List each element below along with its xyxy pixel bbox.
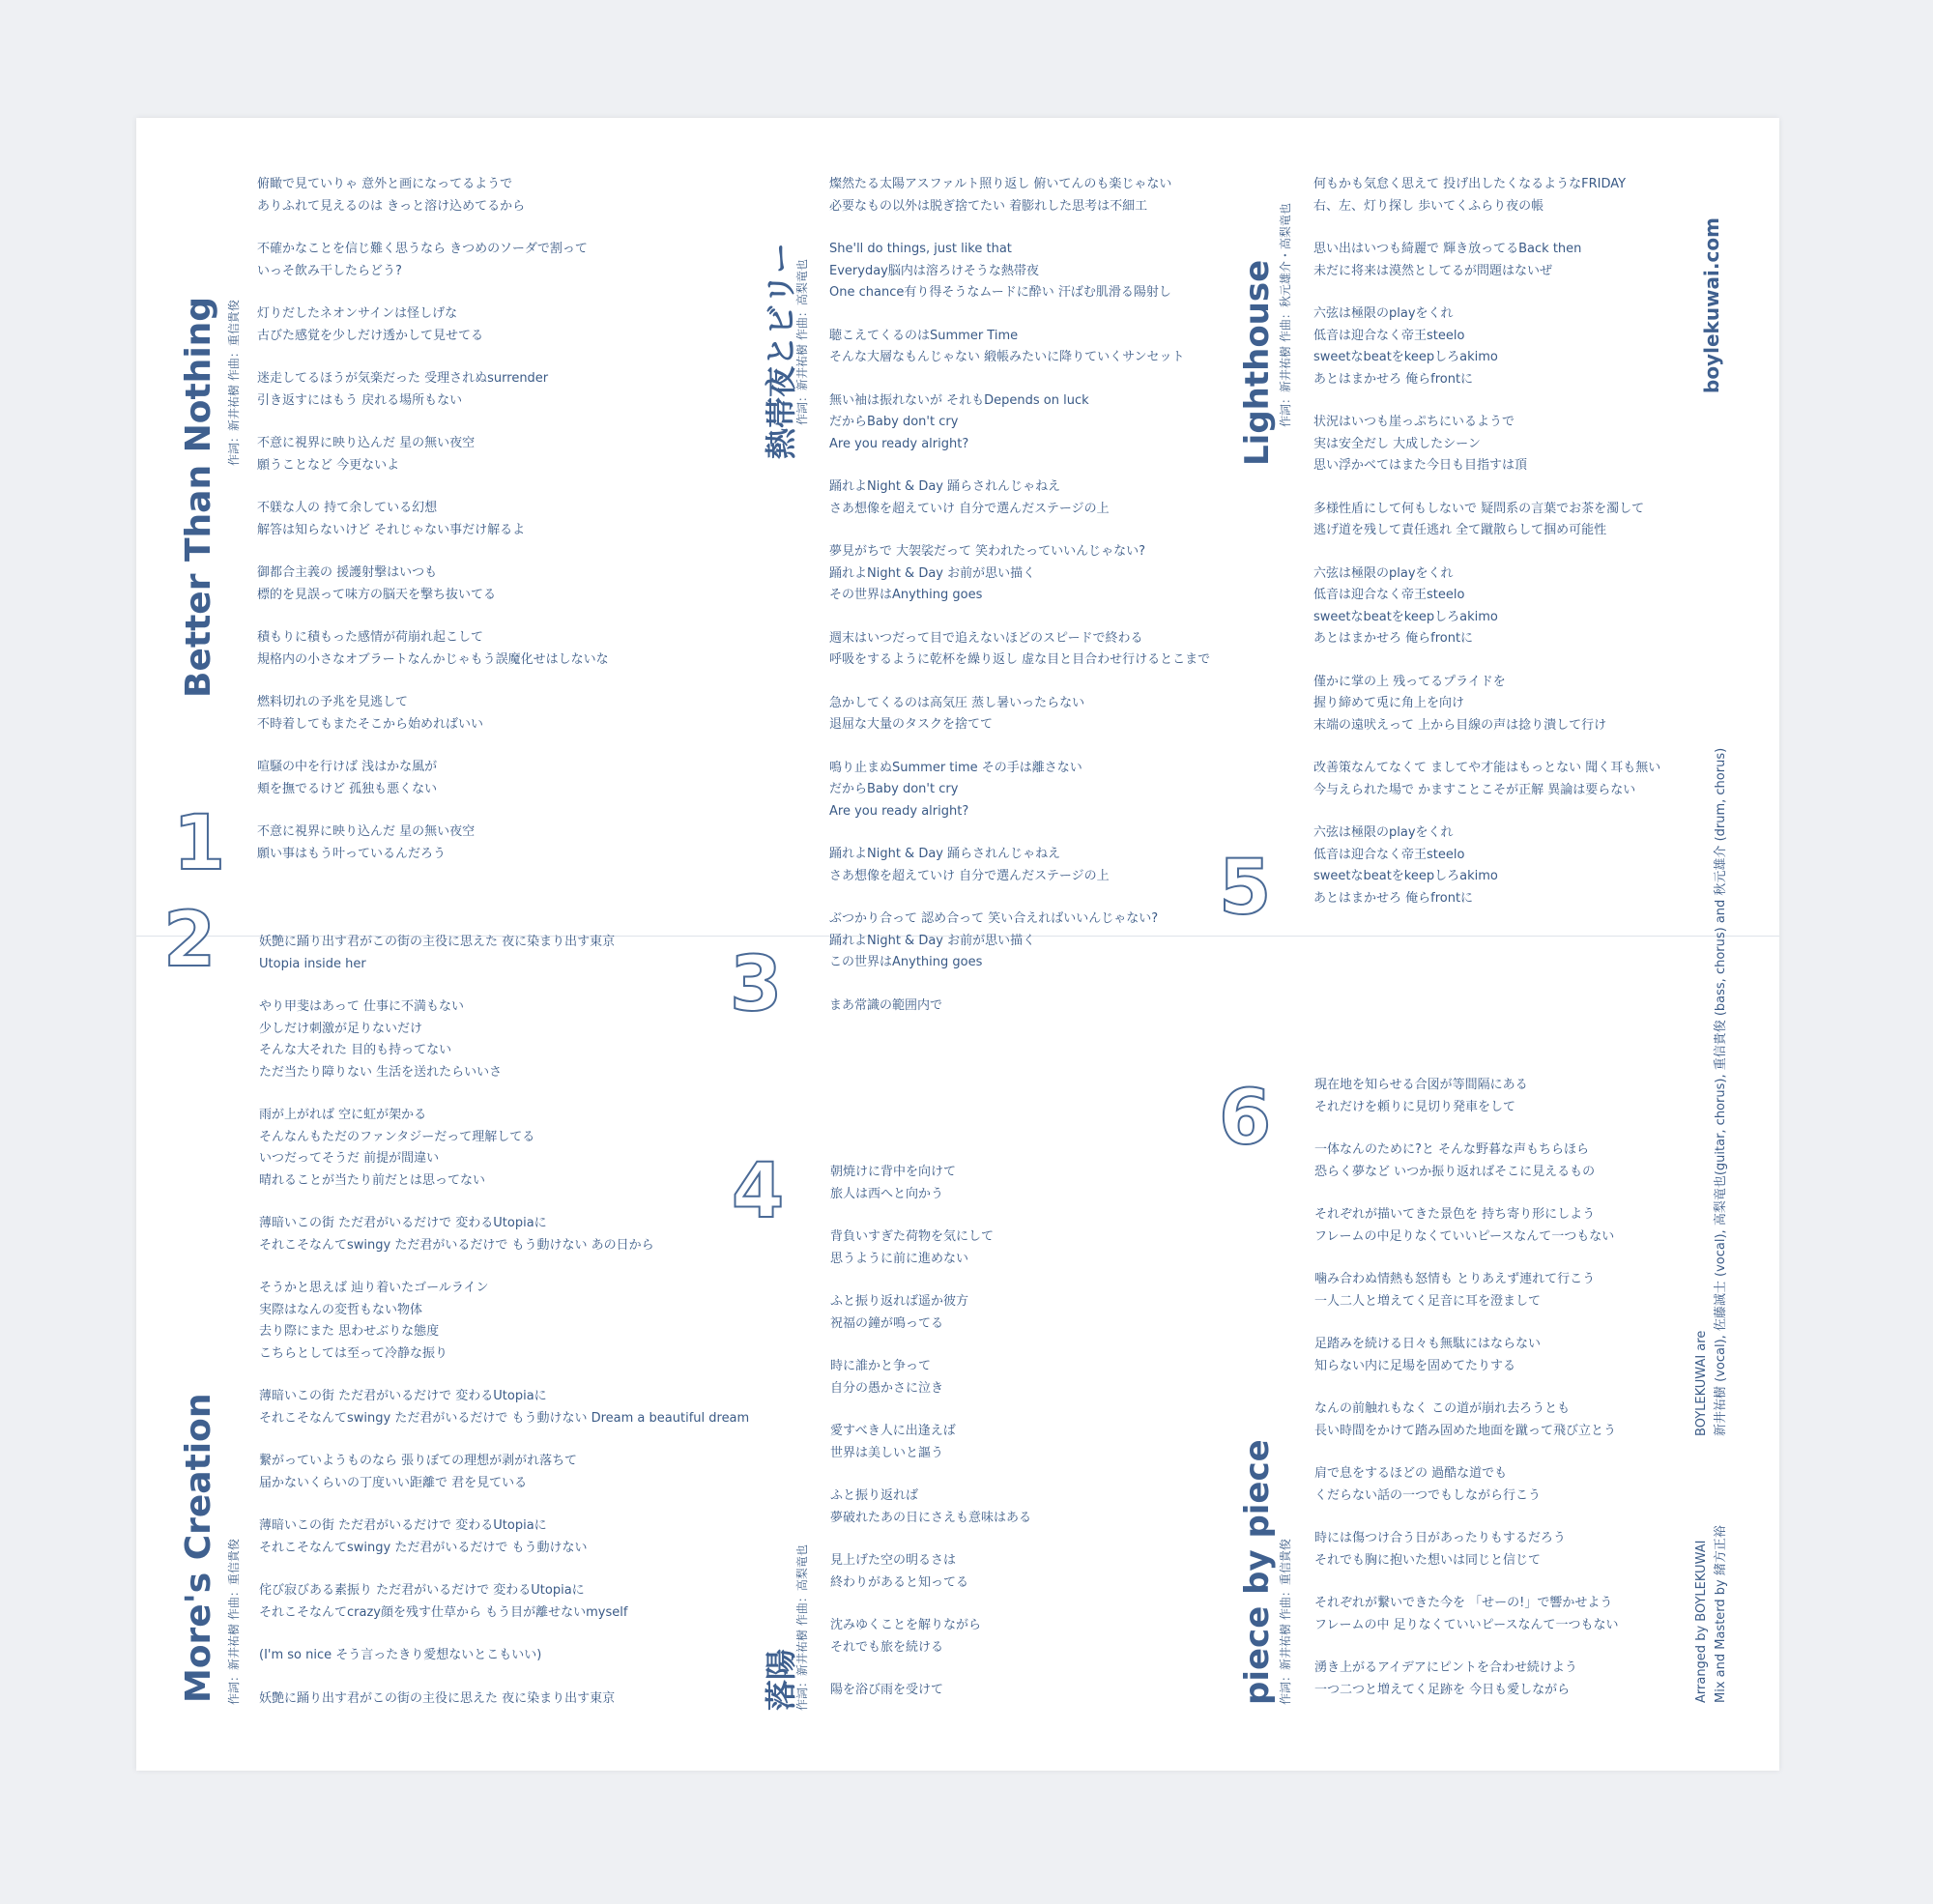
lyric-line: 終わりがあると知ってる bbox=[830, 1574, 969, 1590]
lyric-line: 足踏みを続ける日々も無駄にはならない bbox=[1314, 1337, 1542, 1351]
lyric-line: 陽を浴び雨を受けて bbox=[830, 1683, 944, 1697]
lyric-stanza bbox=[1313, 174, 1660, 217]
lyric-line: 長い時間をかけて踏み固めた地面を蹴って飛び立とう bbox=[1314, 1423, 1617, 1438]
lyric-stanza bbox=[259, 1688, 749, 1711]
lyric-stanza bbox=[257, 692, 609, 736]
lyric-line: sweetなbeatをkeepしろakimo bbox=[1313, 609, 1498, 624]
lyric-line: 晴れることが当たり前だとは思ってない bbox=[259, 1172, 486, 1188]
lyric-stanza bbox=[1314, 1140, 1618, 1183]
lyric-stanza bbox=[829, 390, 1210, 456]
lyric-line: 妖艶に踊り出す君がこの街の主役に思えた 夜に染まり出す東京 bbox=[259, 1690, 616, 1706]
lyric-stanza bbox=[259, 1515, 749, 1559]
production-credit bbox=[1692, 1525, 1731, 1703]
lyric-line: 呼吸をするように乾杯を繰り返し 虚な目と目合わせ行けるとこまで bbox=[829, 652, 1211, 667]
song-credit: 作詞：新井祐樹 作曲：秋元雄介・高梨竜也 bbox=[1279, 203, 1292, 427]
lyric-line: 思うように前に進めない bbox=[830, 1251, 969, 1266]
lyrics-sheet bbox=[136, 118, 1779, 1771]
lyric-line: 逃げ道を残して責任逃れ 全て蹴散らして掴め可能性 bbox=[1313, 523, 1607, 537]
lyric-line: その世界はAnything goes bbox=[829, 588, 983, 602]
lyric-stanza bbox=[1314, 1334, 1618, 1377]
song-number: 4 bbox=[732, 1148, 785, 1235]
lyric-line: 踊れよNight & Day 踊らされんじゃねえ bbox=[829, 479, 1061, 494]
lyric-line: 侘び寂びある素振り ただ君がいるだけで 変わるUtopiaに bbox=[259, 1583, 585, 1598]
lyric-stanza bbox=[1314, 1269, 1618, 1313]
lyric-line: sweetなbeatをkeepしろakimo bbox=[1313, 350, 1498, 364]
lyric-line: 末端の遠吠えって 上から目線の声は捻り潰して行け bbox=[1313, 717, 1607, 733]
lyric-stanza bbox=[257, 433, 609, 476]
lyric-stanza bbox=[1314, 1528, 1618, 1572]
song-lyrics bbox=[1313, 174, 1660, 931]
lyric-stanza bbox=[1314, 1593, 1618, 1636]
lyric-line: 低音は迎合なく帝王steelo bbox=[1313, 847, 1465, 862]
lyric-line: 願うことなど 今更ないよ bbox=[257, 457, 400, 473]
lyric-line: ありふれて見えるのは きっと溶け込めてるから bbox=[257, 198, 526, 214]
lyric-line: 多様性盾にして何もしないで 疑問系の言葉でお茶を濁して bbox=[1313, 501, 1645, 516]
lyric-line: そんな大それた 目的も持ってない bbox=[259, 1043, 452, 1057]
lyric-line: 背負いすぎた荷物を気にして bbox=[830, 1229, 995, 1244]
lyric-line: 鳴り止まぬSummer time その手は離さない bbox=[829, 760, 1082, 775]
lyric-line: ただ当たり障りない 生活を送れたらいいさ bbox=[259, 1064, 503, 1080]
lyric-line: 未だに将来は漠然としてるが問題はないぜ bbox=[1313, 263, 1553, 278]
lyric-line: 燃料切れの予兆を見逃して bbox=[257, 695, 409, 709]
lyric-stanza bbox=[259, 996, 749, 1083]
lyric-line: 聴こえてくるのはSummer Time bbox=[829, 328, 1019, 343]
lyric-line: 一体なんのために?と そんな野暮な声もちらほら bbox=[1314, 1142, 1590, 1157]
lyric-line: そうかと思えば 辿り着いたゴールライン bbox=[259, 1281, 489, 1295]
lyric-line: 時には傷つけ合う日があったりもするだろう bbox=[1314, 1531, 1566, 1545]
lyric-line: 不意に視界に映り込んだ 星の無い夜空 bbox=[257, 436, 476, 450]
lyric-line: 週末はいつだって目で追えないほどのスピードで終わる bbox=[829, 630, 1143, 646]
lyric-line: 沈みゆくことを解りながら bbox=[830, 1618, 982, 1632]
lyric-line: まあ常識の範囲内で bbox=[829, 997, 943, 1013]
song-credit: 作詞：新井祐樹 作曲：重信貴俊 bbox=[227, 300, 241, 466]
lyric-line: さあ想像を超えていけ 自分で選んだステージの上 bbox=[829, 868, 1110, 883]
lyric-line: 改善策なんてなくて ましてや才能はもっとない 聞く耳も無い bbox=[1313, 761, 1661, 775]
lyric-line: 古びた感覚を少しだけ透かして見せてる bbox=[257, 328, 484, 343]
lyric-stanza bbox=[830, 1615, 1031, 1659]
song-credit: 作詞：新井祐樹 作曲：高梨竜也 bbox=[795, 259, 809, 425]
lyric-line: One chance有り得そうなムードに酔い 汗ばむ肌滑る陽射し bbox=[829, 285, 1171, 300]
lyric-line: くだらない話の一つでもしながら行こう bbox=[1314, 1487, 1542, 1503]
lyric-stanza bbox=[1313, 672, 1660, 737]
lyric-stanza bbox=[829, 628, 1210, 672]
lyric-line: あとはまかせろ 俺らfrontに bbox=[1313, 890, 1474, 906]
lyric-line: 一つ二つと増えてく足跡を 今日も愛しながら bbox=[1314, 1682, 1571, 1697]
lyric-line: 僅かに掌の上 残ってるプライドを bbox=[1313, 674, 1506, 689]
lyric-line: 無い袖は振れないが それもDepends on luck bbox=[829, 392, 1089, 408]
lyric-line: 御都合主義の 援護射撃はいつも bbox=[257, 565, 438, 580]
lyric-stanza bbox=[829, 174, 1210, 217]
lyric-stanza bbox=[830, 1680, 1031, 1702]
song-number: 6 bbox=[1219, 1075, 1272, 1162]
lyric-line: 時に誰かと争って bbox=[830, 1359, 932, 1373]
lyric-line: 急かしてくるのは高気圧 蒸し暑いったらない bbox=[829, 695, 1085, 710]
lyric-stanza bbox=[1313, 412, 1660, 477]
lyric-line: 願い事はもう叶っているんだろう bbox=[257, 846, 447, 861]
lyric-line: Are you ready alright? bbox=[829, 436, 969, 451]
lyric-line: 恐らく夢など いつか振り返ればそこに見えるもの bbox=[1314, 1164, 1596, 1179]
lyric-line: あとはまかせろ 俺らfrontに bbox=[1313, 631, 1474, 646]
lyric-line: 低音は迎合なく帝王steelo bbox=[1313, 588, 1465, 602]
lyric-line: 踊れよNight & Day お前が思い描く bbox=[829, 933, 1036, 948]
lyric-line: いっそ飲み干したらどう? bbox=[257, 263, 402, 278]
lyric-line: 頬を撫でるけど 孤独も悪くない bbox=[257, 781, 438, 796]
lyric-stanza bbox=[830, 1356, 1031, 1399]
lyric-stanza bbox=[829, 326, 1210, 369]
lyric-stanza bbox=[1313, 563, 1660, 650]
song-number: 5 bbox=[1219, 845, 1272, 932]
lyric-stanza bbox=[830, 1291, 1031, 1335]
lyric-line: だからBaby don't cry bbox=[829, 415, 959, 429]
lyric-line: 今与えられた場で かますことこそが正解 異論は要らない bbox=[1313, 782, 1636, 797]
lyric-line: 灯りだしたネオンサインは怪しげな bbox=[257, 306, 458, 321]
lyric-line: 不時着してもまたそこから始めればいい bbox=[257, 716, 484, 732]
lyric-line: なんの前触れもなく この道が崩れ去ろうとも bbox=[1314, 1401, 1571, 1416]
song-lyrics bbox=[1314, 1075, 1618, 1722]
lyric-line: 不意に視界に映り込んだ 星の無い夜空 bbox=[257, 824, 476, 839]
lyric-stanza bbox=[259, 1386, 749, 1429]
lyric-stanza bbox=[829, 693, 1210, 736]
lyric-stanza bbox=[1314, 1658, 1618, 1701]
lyric-line: 喧騒の中を行けば 浅はかな風が bbox=[257, 760, 438, 774]
lyric-line: それこそなんてcrazy顔を残す仕草から もう目が離せないmyself bbox=[259, 1604, 628, 1620]
lyric-stanza bbox=[257, 822, 609, 865]
lyric-stanza bbox=[257, 368, 609, 412]
lyric-line: 積もりに積もった感情が荷崩れ起こして bbox=[257, 630, 484, 645]
lyric-line: ふと振り返れば遥か彼方 bbox=[830, 1294, 969, 1309]
lyric-stanza bbox=[830, 1226, 1031, 1270]
lyric-line: 実際はなんの変哲もない物体 bbox=[259, 1302, 423, 1317]
lyric-line: 見上げた空の明るさは bbox=[830, 1553, 957, 1568]
lyric-line: それでも旅を続ける bbox=[830, 1639, 944, 1655]
lyric-stanza bbox=[829, 995, 1210, 1018]
lyric-stanza bbox=[257, 174, 609, 217]
lyric-stanza bbox=[257, 563, 609, 606]
lyric-line: 思い浮かべてはまた今日も目指すは頂 bbox=[1313, 458, 1528, 473]
lyric-line: 六弦は極限のplayをくれ bbox=[1313, 306, 1454, 321]
song-credit: 作詞：新井祐樹 作曲：重信貴俊 bbox=[1279, 1539, 1292, 1705]
song-credit: 作詞：新井祐樹 作曲：高梨竜也 bbox=[795, 1544, 809, 1711]
lyric-stanza bbox=[1313, 499, 1660, 542]
lyric-line: She'll do things, just like that bbox=[829, 242, 1012, 256]
lyric-stanza bbox=[259, 932, 749, 975]
lyric-line: 届かないくらいの丁度いい距離で 君を見ている bbox=[259, 1475, 528, 1490]
members-list: 新井祐樹 (vocal), 佐藤誠士 (vocal), 高梨竜也(guitar, chorus), 重信貴俊 (bass, chorus) and 秋元雄介 (drum, chorus) bbox=[1714, 747, 1728, 1436]
lyric-line: 少しだけ刺激が足りないだけ bbox=[259, 1021, 423, 1036]
lyric-line: 薄暗いこの街 ただ君がいるだけで 変わるUtopiaに bbox=[259, 1216, 547, 1230]
lyric-line: だからBaby don't cry bbox=[829, 782, 959, 796]
lyric-stanza bbox=[259, 1645, 749, 1667]
lyric-line: 燦然たる太陽アスファルト照り返し 俯いてんのも楽じゃない bbox=[829, 177, 1172, 191]
lyric-line: ふと振り返れば bbox=[830, 1488, 919, 1503]
lyric-line: 現在地を知らせる合図が等間隔にある bbox=[1314, 1078, 1528, 1092]
lyric-line: 不確かなことを信じ難く思うなら きつめのソーダで割って bbox=[257, 242, 588, 256]
lyric-line: 実は安全だし 大成したシーン bbox=[1313, 436, 1481, 451]
lyric-line: 思い出はいつも綺麗で 輝き放ってるBack then bbox=[1313, 242, 1582, 256]
lyric-line: それだけを頼りに見切り発車をして bbox=[1314, 1099, 1516, 1114]
lyric-stanza bbox=[829, 909, 1210, 974]
lyric-stanza bbox=[830, 1162, 1031, 1205]
lyric-stanza bbox=[257, 498, 609, 541]
lyric-line: 六弦は極限のplayをくれ bbox=[1313, 565, 1454, 581]
lyric-line: 噛み合わぬ情熱も怒情も とりあえず連れて行こう bbox=[1314, 1272, 1596, 1286]
mix-master-by: Mix and Masterd by 緒方正裕 bbox=[1714, 1525, 1728, 1703]
lyric-line: フレームの中足りなくていいピースなんて一つもない bbox=[1314, 1228, 1615, 1244]
lyric-line: それぞれが繋いできた今を 「せーの!」で響かせよう bbox=[1314, 1596, 1613, 1610]
lyric-stanza bbox=[257, 627, 609, 671]
lyric-stanza bbox=[1313, 758, 1660, 801]
song-title: piece by piece bbox=[1238, 1439, 1277, 1705]
lyric-line: 雨が上がれば 空に虹が架かる bbox=[259, 1108, 427, 1122]
lyric-line: 夢見がちで 大袈裟だって 笑われたっていいんじゃない? bbox=[829, 544, 1146, 559]
lyric-line: 引き返すにはもう 戻れる場所もない bbox=[257, 392, 463, 408]
song-lyrics bbox=[257, 174, 609, 886]
lyric-stanza bbox=[829, 844, 1210, 887]
lyric-line: 解答は知らないけど それじゃない事だけ解るよ bbox=[257, 522, 526, 537]
lyric-line: 俯瞰で見ていりゃ 意外と画になってるようで bbox=[257, 177, 513, 191]
members-credit bbox=[1692, 748, 1731, 1436]
lyric-stanza bbox=[1313, 303, 1660, 390]
lyric-line: 旅人は西へと向かう bbox=[830, 1186, 944, 1201]
lyric-line: 朝焼けに背中を向けて bbox=[830, 1165, 957, 1179]
lyric-line: ぶつかり合って 認め合って 笑い合えればいいんじゃない? bbox=[829, 911, 1159, 926]
lyric-line: 去り際にまた 思わせぶりな態度 bbox=[259, 1324, 440, 1339]
lyric-stanza bbox=[259, 1580, 749, 1624]
lyric-line: 繋がっていようものなら 張りぼての理想が剥がれ落ちて bbox=[259, 1454, 578, 1468]
lyric-line: 右、左、灯り探し 歩いてくふらり夜の帳 bbox=[1313, 198, 1544, 214]
lyric-line: 知らない内に足場を固めてたりする bbox=[1314, 1358, 1516, 1373]
lyric-stanza bbox=[259, 1278, 749, 1365]
lyric-line: sweetなbeatをkeepしろakimo bbox=[1313, 869, 1498, 883]
lyric-line: フレームの中 足りなくていいピースなんて一つもない bbox=[1314, 1617, 1619, 1632]
lyric-line: いつだってそうだ 前提が間違い bbox=[259, 1151, 440, 1166]
members-heading: BOYLEKUWAI are bbox=[1694, 1330, 1709, 1436]
lyric-line: 握り締めて兎に角上を向け bbox=[1313, 696, 1465, 710]
lyric-line: それこそなんてswingy ただ君がいるだけで もう動けない bbox=[259, 1540, 588, 1555]
lyric-stanza bbox=[257, 239, 609, 282]
lyric-stanza bbox=[829, 758, 1210, 823]
lyric-line: Everyday脳内は溶ろけそうな熱帯夜 bbox=[829, 263, 1039, 278]
lyric-line: 薄暗いこの街 ただ君がいるだけで 変わるUtopiaに bbox=[259, 1389, 547, 1403]
lyric-stanza bbox=[830, 1550, 1031, 1594]
lyric-stanza bbox=[1313, 239, 1660, 282]
lyric-stanza bbox=[830, 1421, 1031, 1464]
lyric-line: さあ想像を超えていけ 自分で選んだステージの上 bbox=[829, 501, 1110, 516]
lyric-stanza bbox=[259, 1105, 749, 1192]
lyric-stanza bbox=[830, 1486, 1031, 1529]
lyric-line: 低音は迎合なく帝王steelo bbox=[1313, 328, 1465, 343]
lyric-line: 夢破れたあの日にさえも意味はある bbox=[830, 1510, 1032, 1525]
lyric-line: 祝福の鐘が鳴ってる bbox=[830, 1315, 944, 1331]
song-lyrics bbox=[259, 932, 749, 1731]
lyric-line: 状況はいつも崖っぷちにいるようで bbox=[1313, 415, 1515, 429]
lyric-line: 迷走してるほうが気楽だった 受理されぬsurrender bbox=[257, 371, 549, 386]
lyric-line: 自分の愚かさに泣き bbox=[830, 1380, 944, 1396]
website-url: boylekuwai.com bbox=[1700, 217, 1723, 393]
lyric-stanza bbox=[1314, 1204, 1618, 1248]
lyric-stanza bbox=[259, 1213, 749, 1256]
song-title: Better Than Nothing bbox=[179, 296, 218, 698]
lyric-line: そんな大層なもんじゃない 緞帳みたいに降りていくサンセット bbox=[829, 350, 1185, 364]
lyric-line: 一人二人と増えてく足音に耳を澄まして bbox=[1314, 1293, 1542, 1309]
lyric-line: 妖艶に踊り出す君がこの街の主役に思えた 夜に染まり出す東京 bbox=[259, 935, 616, 949]
lyric-stanza bbox=[257, 757, 609, 800]
lyric-line: 退屈な大量のタスクを捨てて bbox=[829, 717, 994, 732]
lyric-line: この世界はAnything goes bbox=[829, 955, 983, 969]
song-credit: 作詞：新井祐樹 作曲：重信貴俊 bbox=[227, 1539, 241, 1705]
lyric-line: それでも胸に抱いた想いは同じと信じて bbox=[1314, 1552, 1542, 1568]
lyric-line: 必要なもの以外は脱ぎ捨てたい 着膨れした思考は不細工 bbox=[829, 198, 1148, 214]
lyric-line: (I'm so nice そう言ったきり愛想ないとこもいい) bbox=[259, 1648, 542, 1662]
lyric-line: 湧き上がるアイデアにピントを合わせ続けよう bbox=[1314, 1660, 1577, 1675]
lyric-stanza bbox=[829, 239, 1210, 304]
lyric-line: それこそなんてswingy ただ君がいるだけで もう動けない Dream a beautiful dream bbox=[259, 1410, 750, 1426]
song-title: 落陽 bbox=[763, 1648, 799, 1711]
lyric-stanza bbox=[1314, 1399, 1618, 1442]
song-title: Lighthouse bbox=[1238, 259, 1277, 466]
lyric-line: こちらとしては至って冷静な振り bbox=[259, 1345, 448, 1361]
lyric-line: 不躾な人の 持て余している幻想 bbox=[257, 501, 438, 515]
lyric-line: 愛すべき人に出逢えば bbox=[830, 1424, 956, 1438]
lyric-stanza bbox=[1314, 1463, 1618, 1507]
lyric-line: 肩で息をするほどの 過酷な道でも bbox=[1314, 1466, 1508, 1481]
lyric-line: 規格内の小さなオブラートなんかじゃもう誤魔化せはしないな bbox=[257, 651, 609, 667]
song-number: 2 bbox=[163, 897, 216, 984]
lyric-line: 何もかも気怠く思えて 投げ出したくなるようなFRIDAY bbox=[1313, 177, 1627, 191]
lyric-line: 六弦は極限のplayをくれ bbox=[1313, 825, 1454, 840]
lyric-stanza bbox=[1313, 822, 1660, 909]
song-lyrics bbox=[829, 174, 1210, 1038]
song-number: 3 bbox=[730, 941, 783, 1028]
lyric-line: そんなんもただのファンタジーだって理解してる bbox=[259, 1129, 535, 1144]
lyric-stanza bbox=[829, 541, 1210, 607]
lyric-line: Utopia inside her bbox=[259, 956, 366, 971]
lyric-line: 世界は美しいと謳う bbox=[830, 1445, 944, 1460]
song-number: 1 bbox=[173, 800, 226, 887]
song-title: More's Creation bbox=[179, 1393, 218, 1703]
song-title: 熱帯夜とビリー bbox=[763, 242, 799, 459]
lyric-line: やり甲斐はあって 仕事に不満もない bbox=[259, 999, 465, 1014]
lyric-line: あとはまかせろ 俺らfrontに bbox=[1313, 371, 1474, 387]
lyric-line: 薄暗いこの街 ただ君がいるだけで 変わるUtopiaに bbox=[259, 1518, 547, 1533]
lyric-line: それこそなんてswingy ただ君がいるだけで もう動けない あの日から bbox=[259, 1237, 654, 1253]
arranged-by: Arranged by BOYLEKUWAI bbox=[1694, 1540, 1709, 1703]
lyric-stanza bbox=[1314, 1075, 1618, 1118]
song-lyrics bbox=[830, 1162, 1031, 1723]
lyric-line: 踊れよNight & Day お前が思い描く bbox=[829, 565, 1036, 581]
lyric-line: 踊れよNight & Day 踊らされんじゃねえ bbox=[829, 847, 1061, 861]
lyric-line: それぞれが描いてきた景色を 持ち寄り形にしよう bbox=[1314, 1207, 1596, 1222]
lyric-line: 標的を見誤って味方の脳天を撃ち抜いてる bbox=[257, 587, 497, 602]
lyric-stanza bbox=[259, 1451, 749, 1494]
lyric-stanza bbox=[257, 303, 609, 347]
lyric-stanza bbox=[829, 476, 1210, 520]
lyric-line: Are you ready alright? bbox=[829, 803, 969, 819]
